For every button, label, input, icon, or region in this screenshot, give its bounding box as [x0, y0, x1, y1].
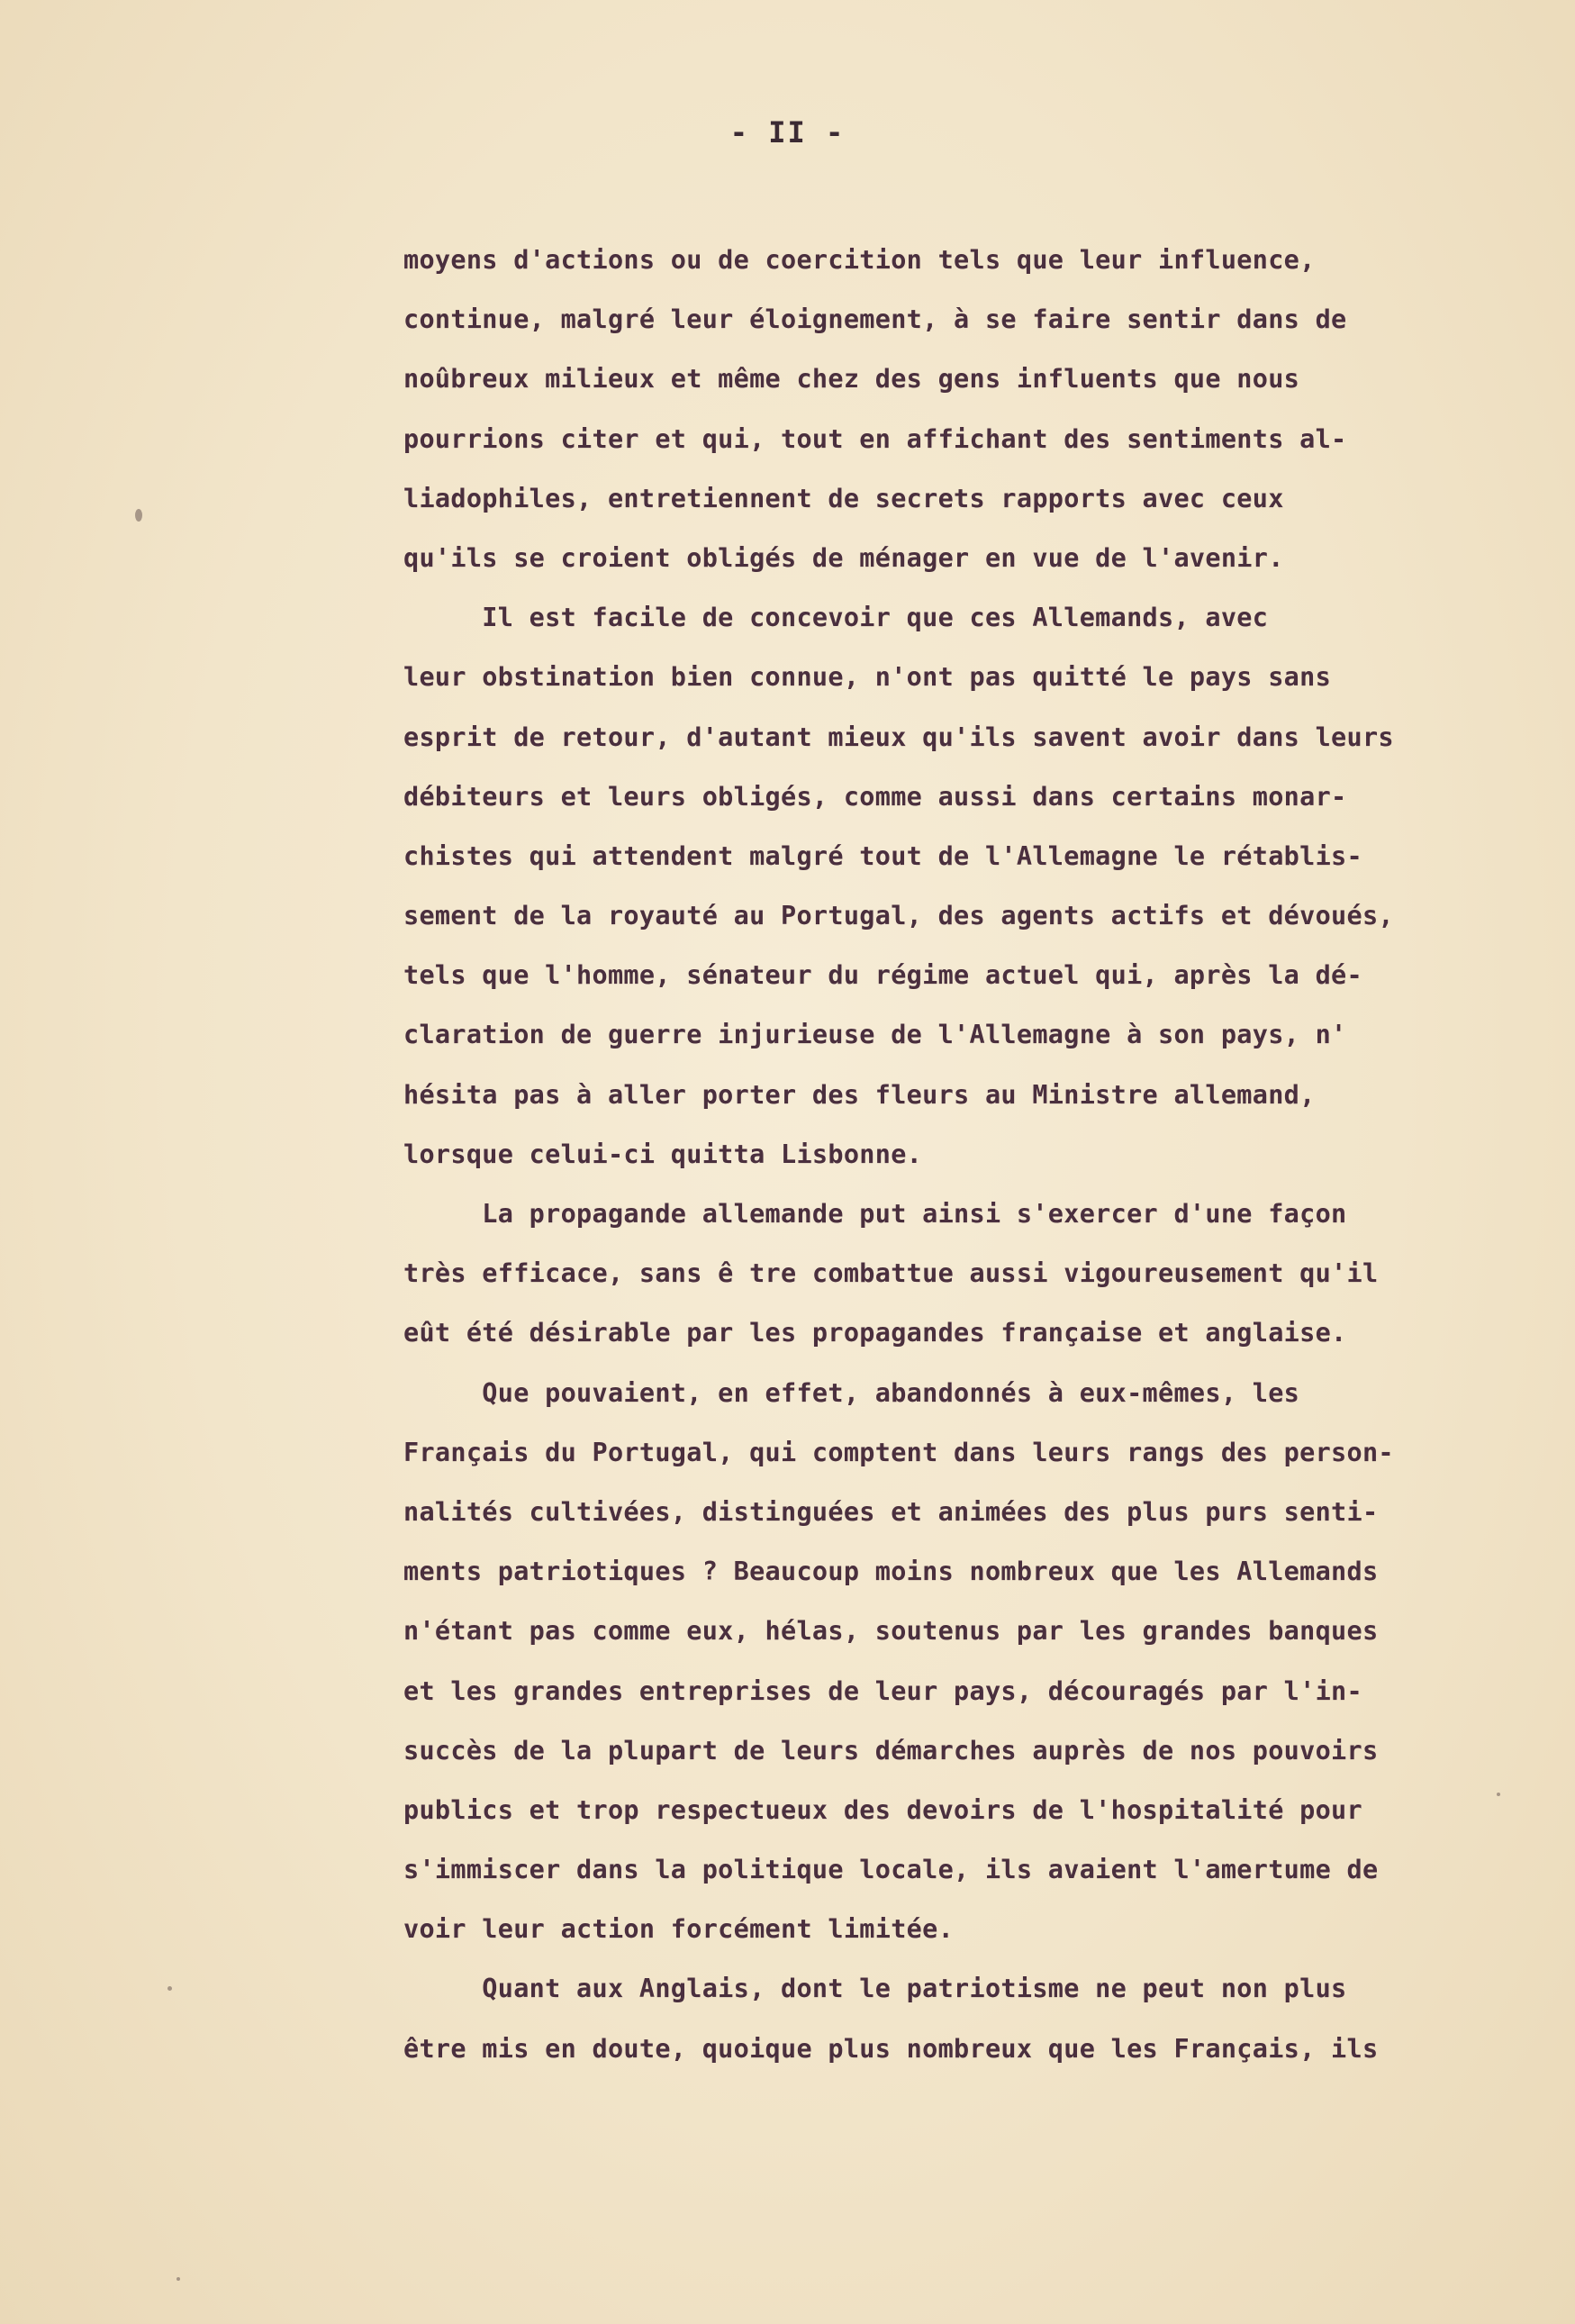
text-line: esprit de retour, d'autant mieux qu'ils savent avoir dans leurs: [403, 722, 1394, 752]
text-line: pourrions citer et qui, tout en affichant des sentiments al-: [403, 423, 1347, 454]
text-line: claration de guerre injurieuse de l'Allemagne à son pays, n': [403, 1020, 1347, 1050]
text-line: continue, malgré leur éloignement, à se faire sentir dans de: [403, 304, 1347, 335]
text-line: s'immiscer dans la politique locale, ils avaient l'amertume de: [403, 1855, 1379, 1885]
text-line: sement de la royauté au Portugal, des agents actifs et dévoués,: [403, 901, 1394, 931]
paper-speck: [167, 1986, 172, 1991]
text-line: publics et trop respectueux des devoirs de l'hospitalité pour: [403, 1794, 1362, 1825]
body-text: [403, 231, 1529, 2079]
text-line: qu'ils se croient obligés de ménager en vue de l'avenir.: [403, 542, 1284, 573]
text-line: débiteurs et leurs obligés, comme aussi dans certains monar-: [403, 781, 1347, 812]
text-line: Que pouvaient, en effet, abandonnés à eux-mêmes, les: [403, 1377, 1300, 1408]
paper-speck: [177, 2277, 180, 2281]
text-line: Il est facile de concevoir que ces Allemands, avec: [403, 603, 1269, 633]
text-line: voir leur action forcément limitée.: [403, 1914, 955, 1945]
text-line: ments patriotiques ? Beaucoup moins nombreux que les Allemands: [403, 1557, 1379, 1587]
page-number: - II -: [729, 115, 846, 150]
text-line: liadophiles, entretiennent de secrets rapports avec ceux: [403, 483, 1284, 513]
text-line: La propagande allemande put ainsi s'exercer d'une façon: [403, 1199, 1347, 1229]
text-line: lorsque celui-ci quitta Lisbonne.: [403, 1139, 923, 1169]
text-line: eût été désirable par les propagandes française et anglaise.: [403, 1318, 1347, 1348]
text-line: Quant aux Anglais, dont le patriotisme ne peut non plus: [403, 1974, 1347, 2004]
paper-speck: [1497, 1793, 1500, 1796]
text-line: n'étant pas comme eux, hélas, soutenus par les grandes banques: [403, 1616, 1379, 1647]
text-line: tels que l'homme, sénateur du régime actuel qui, après la dé-: [403, 960, 1362, 991]
text-line: noûbreux milieux et même chez des gens influents que nous: [403, 364, 1300, 395]
text-line: chistes qui attendent malgré tout de l'Allemagne le rétablis-: [403, 840, 1362, 871]
text-line: hésita pas à aller porter des fleurs au Ministre allemand,: [403, 1079, 1316, 1110]
text-line: nalités cultivées, distinguées et animées des plus purs senti-: [403, 1496, 1379, 1527]
text-line: Français du Portugal, qui comptent dans leurs rangs des person-: [403, 1437, 1394, 1467]
text-line: succès de la plupart de leurs démarches auprès de nos pouvoirs: [403, 1735, 1379, 1766]
paper-speck: [135, 509, 142, 522]
text-line: être mis en doute, quoique plus nombreux que les Français, ils: [403, 2033, 1379, 2064]
text-line: leur obstination bien connue, n'ont pas quitté le pays sans: [403, 662, 1332, 693]
text-line: très efficace, sans ê tre combattue aussi vigoureusement qu'il: [403, 1258, 1379, 1289]
text-line: moyens d'actions ou de coercition tels que leur influence,: [403, 245, 1316, 275]
text-line: et les grandes entreprises de leur pays, découragés par l'in-: [403, 1675, 1362, 1706]
